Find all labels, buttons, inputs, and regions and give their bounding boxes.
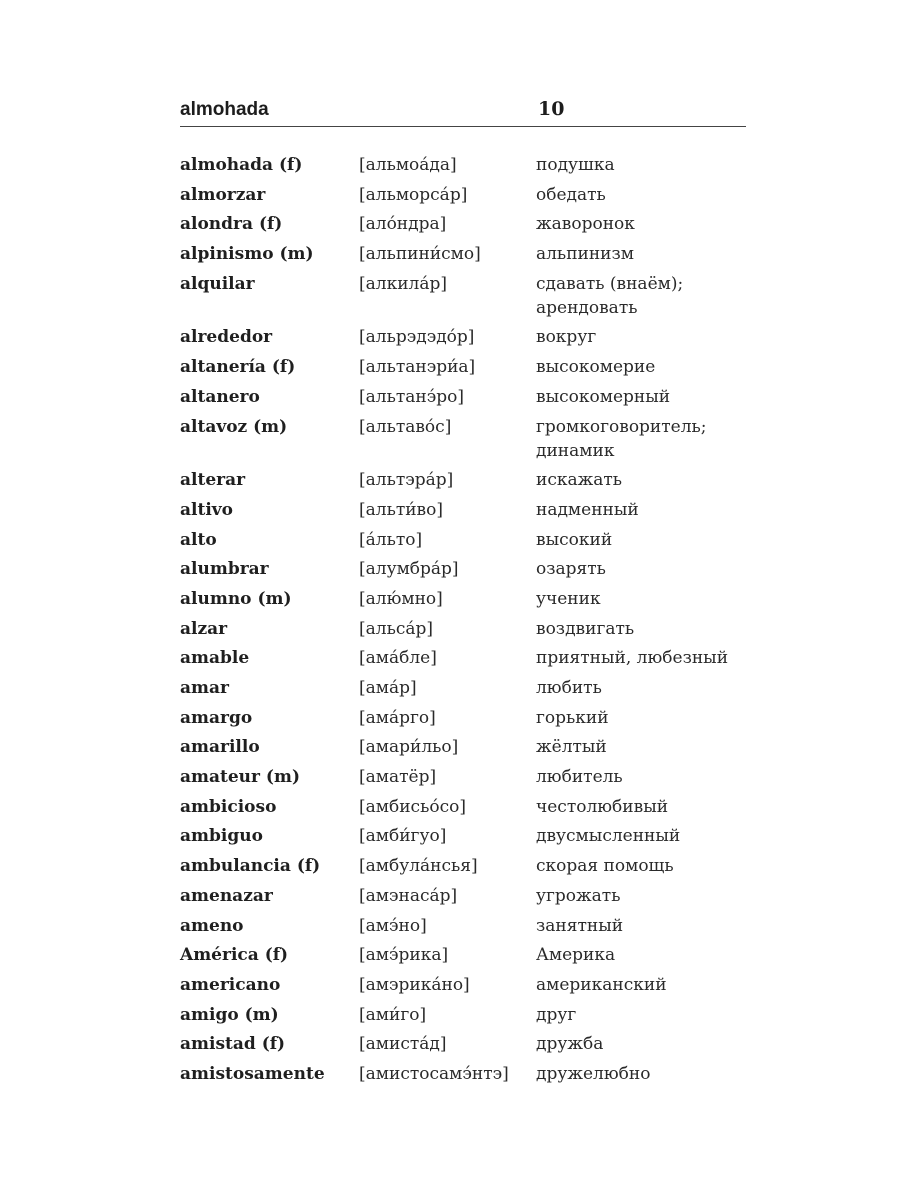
entry-translation: высокий bbox=[536, 529, 613, 550]
entry-pronunciation: [альтэра́р] bbox=[359, 470, 454, 491]
entry-translation: высокомерный bbox=[536, 386, 671, 407]
dictionary-entry bbox=[180, 587, 746, 617]
entry-pronunciation: [альморса́р] bbox=[359, 184, 468, 205]
entry-translation: дружелюбно bbox=[536, 1063, 651, 1084]
entry-pronunciation: [альса́р] bbox=[359, 618, 433, 639]
dictionary-entry bbox=[180, 242, 746, 272]
entry-headword: alpinismo (m) bbox=[180, 244, 314, 265]
entry-headword: ambulancia (f) bbox=[180, 856, 321, 877]
entry-headword: amable bbox=[180, 648, 250, 669]
dictionary-entry bbox=[180, 1062, 746, 1092]
running-header bbox=[180, 96, 746, 127]
dictionary-page bbox=[180, 96, 746, 1084]
entry-pronunciation: [амбула́нсья] bbox=[359, 856, 478, 877]
entry-headword: América (f) bbox=[180, 945, 289, 966]
dictionary-entry bbox=[180, 415, 746, 469]
entry-pronunciation: [ама́бле] bbox=[359, 648, 437, 669]
entry-headword: alto bbox=[180, 529, 217, 550]
entry-translation: занятный bbox=[536, 915, 624, 936]
dictionary-entry bbox=[180, 617, 746, 647]
entry-pronunciation: [альтаво́с] bbox=[359, 416, 452, 437]
dictionary-entry bbox=[180, 706, 746, 736]
entry-translation: жёлтый bbox=[536, 737, 607, 758]
dictionary-entry bbox=[180, 325, 746, 355]
entry-pronunciation: [амэ́рика] bbox=[359, 945, 449, 966]
dictionary-entry bbox=[180, 557, 746, 587]
entry-translation: жаворонок bbox=[536, 214, 635, 235]
dictionary-entry bbox=[180, 914, 746, 944]
entry-translation: приятный, любезный bbox=[536, 648, 729, 669]
entry-headword: amigo (m) bbox=[180, 1004, 279, 1025]
dictionary-entry bbox=[180, 212, 746, 242]
entry-translation: озарять bbox=[536, 559, 606, 580]
entry-headword: americano bbox=[180, 974, 281, 995]
entry-translation: честолюбивый bbox=[536, 796, 669, 817]
entry-pronunciation: [амистосамэ́нтэ] bbox=[359, 1063, 509, 1084]
entry-pronunciation: [амари́льо] bbox=[359, 737, 459, 758]
entry-translation: американский bbox=[536, 974, 667, 995]
entry-translation: искажать bbox=[536, 470, 623, 491]
entry-translation: подушка bbox=[536, 155, 615, 175]
dictionary-entry bbox=[180, 735, 746, 765]
entry-pronunciation: [аматёр] bbox=[359, 767, 437, 788]
entry-headword: alzar bbox=[180, 618, 228, 639]
dictionary-entry bbox=[180, 973, 746, 1003]
entry-translation: любитель bbox=[536, 767, 623, 788]
entry-headword: almorzar bbox=[180, 184, 266, 205]
dictionary-entry bbox=[180, 676, 746, 706]
entry-headword: alondra (f) bbox=[180, 214, 283, 235]
entry-pronunciation: [ами́го] bbox=[359, 1004, 427, 1025]
entry-translation: Америка bbox=[536, 945, 616, 966]
entry-translation: надменный bbox=[536, 499, 639, 520]
dictionary-entry bbox=[180, 646, 746, 676]
entry-headword: amargo bbox=[180, 707, 253, 728]
entry-translation: воздвигать bbox=[536, 618, 635, 639]
entry-translation: друг bbox=[536, 1004, 577, 1025]
dictionary-entry bbox=[180, 468, 746, 498]
page-number: 10 bbox=[538, 98, 565, 120]
entry-headword: altanería (f) bbox=[180, 357, 296, 378]
entry-headword: alquilar bbox=[180, 273, 255, 294]
entry-pronunciation: [амби́гуо] bbox=[359, 826, 447, 847]
entry-pronunciation: [альрэдэдо́р] bbox=[359, 327, 475, 348]
entry-headword: amistosamente bbox=[180, 1063, 325, 1084]
entry-pronunciation: [алумбра́р] bbox=[359, 559, 459, 580]
entry-translation: любить bbox=[536, 678, 602, 698]
entry-headword: altanero bbox=[180, 386, 260, 407]
entry-pronunciation: [ало́ндра] bbox=[359, 214, 447, 235]
entry-headword: amarillo bbox=[180, 737, 260, 758]
entry-pronunciation: [альтанэри́а] bbox=[359, 357, 476, 378]
entry-pronunciation: [а́льто] bbox=[359, 529, 423, 550]
dictionary-entry bbox=[180, 1032, 746, 1062]
entry-translation: альпинизм bbox=[536, 244, 635, 265]
entry-pronunciation: [амбисьо́со] bbox=[359, 796, 466, 817]
dictionary-entry bbox=[180, 943, 746, 973]
entry-headword: altivo bbox=[180, 499, 234, 520]
entry-translation: громкоговоритель; динамик bbox=[536, 416, 707, 461]
dictionary-entry bbox=[180, 824, 746, 854]
entry-headword: ambicioso bbox=[180, 796, 277, 817]
dictionary-entry bbox=[180, 153, 746, 183]
entry-translation: двусмысленный bbox=[536, 826, 681, 847]
entry-headword: amateur (m) bbox=[180, 767, 300, 788]
entry-pronunciation: [амэнаса́р] bbox=[359, 885, 458, 906]
entry-translation: сдавать (внаём); арендовать bbox=[536, 273, 684, 318]
entry-pronunciation: [альмоа́да] bbox=[359, 155, 457, 175]
entry-headword: altavoz (m) bbox=[180, 416, 288, 437]
entry-translation: угрожать bbox=[536, 885, 621, 906]
entry-headword: alumbrar bbox=[180, 559, 269, 580]
dictionary-entry bbox=[180, 795, 746, 825]
entry-headword: ambiguo bbox=[180, 826, 263, 847]
dictionary-entry bbox=[180, 765, 746, 795]
entry-pronunciation: [ама́рго] bbox=[359, 707, 436, 728]
entry-pronunciation: [алкила́р] bbox=[359, 273, 447, 294]
entry-headword: alterar bbox=[180, 470, 246, 491]
entry-headword: alrededor bbox=[180, 327, 273, 348]
entry-list bbox=[180, 153, 746, 1092]
entry-pronunciation: [амиста́д] bbox=[359, 1034, 447, 1055]
entry-pronunciation: [альпини́смо] bbox=[359, 244, 481, 265]
entry-translation: горький bbox=[536, 707, 609, 728]
entry-translation: вокруг bbox=[536, 327, 597, 348]
entry-headword: alumno (m) bbox=[180, 588, 292, 609]
dictionary-entry bbox=[180, 498, 746, 528]
entry-pronunciation: [альтанэ́ро] bbox=[359, 386, 464, 407]
dictionary-entry bbox=[180, 355, 746, 385]
dictionary-entry bbox=[180, 385, 746, 415]
entry-headword: almohada (f) bbox=[180, 155, 303, 175]
dictionary-entry bbox=[180, 1003, 746, 1033]
entry-translation: высокомерие bbox=[536, 357, 656, 378]
entry-headword: amar bbox=[180, 678, 229, 698]
entry-translation: ученик bbox=[536, 588, 601, 609]
entry-translation: дружба bbox=[536, 1034, 604, 1055]
entry-headword: amistad (f) bbox=[180, 1034, 286, 1055]
dictionary-entry bbox=[180, 528, 746, 558]
entry-translation: обедать bbox=[536, 184, 606, 205]
entry-pronunciation: [амэ́но] bbox=[359, 915, 427, 936]
entry-headword: amenazar bbox=[180, 885, 273, 906]
entry-pronunciation: [амэрика́но] bbox=[359, 974, 470, 995]
entry-pronunciation: [ама́р] bbox=[359, 678, 417, 698]
dictionary-entry bbox=[180, 854, 746, 884]
entry-pronunciation: [альти́во] bbox=[359, 499, 443, 520]
dictionary-entry bbox=[180, 884, 746, 914]
entry-translation: скорая помощь bbox=[536, 856, 674, 877]
guide-word: almohada bbox=[180, 99, 269, 120]
entry-pronunciation: [алю́мно] bbox=[359, 588, 443, 609]
entry-headword: ameno bbox=[180, 915, 244, 936]
dictionary-entry bbox=[180, 272, 746, 326]
dictionary-entry bbox=[180, 183, 746, 213]
